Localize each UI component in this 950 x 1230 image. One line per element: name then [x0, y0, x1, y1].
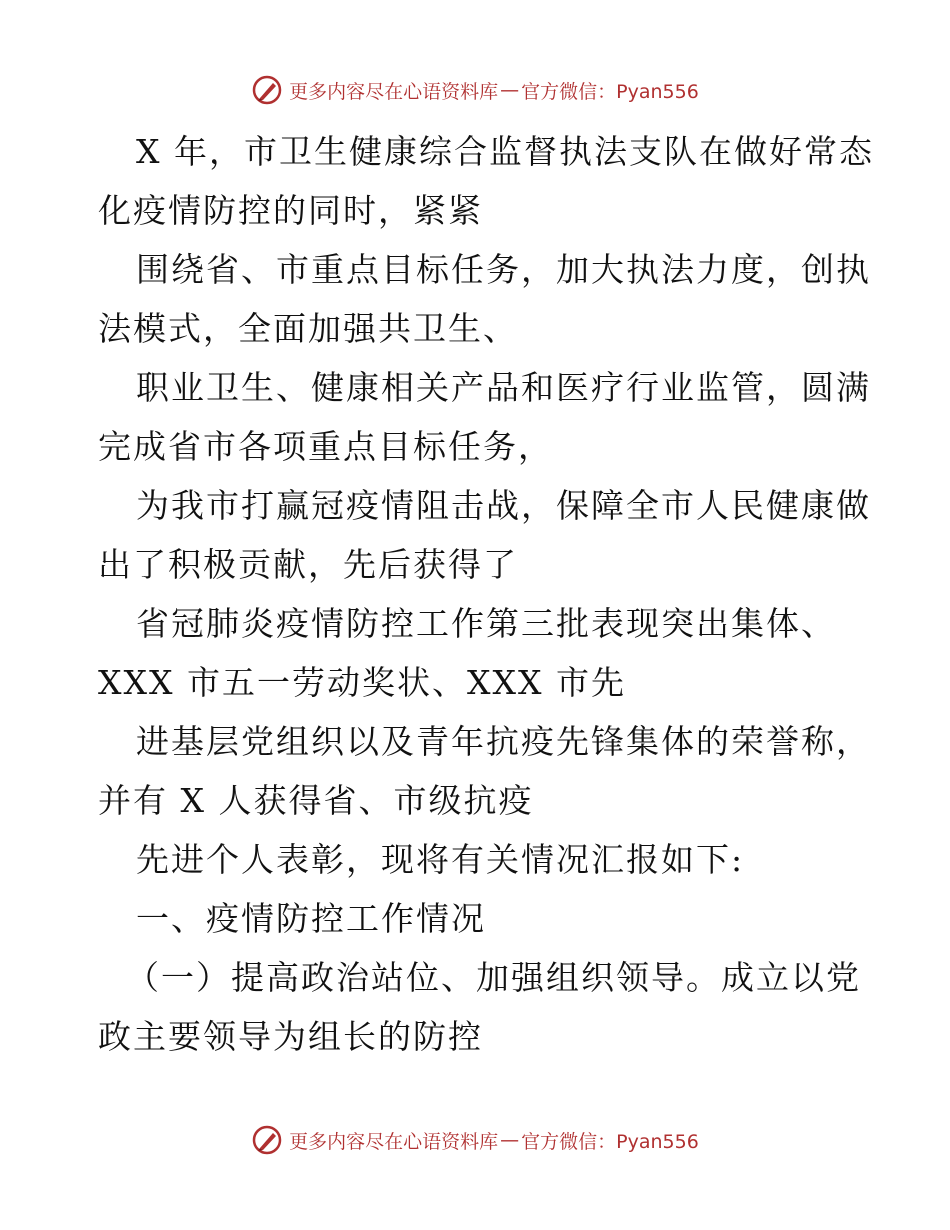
banner-wechat: 官方微信：Pyan556 — [521, 1130, 699, 1153]
banner-dash: — — [500, 1129, 520, 1151]
text-line: 法模式，全面加强共卫生、 — [98, 309, 518, 348]
text-line: 为我市打赢冠疫情阻击战，保障全市人民健康做 — [136, 486, 871, 525]
text-line: 围绕省、市重点目标任务，加大执法力度，创执 — [136, 250, 871, 289]
text-line: 职业卫生、健康相关产品和医疗行业监管，圆满 — [136, 368, 871, 407]
document-body — [98, 122, 874, 1066]
header-banner — [0, 70, 950, 110]
text-line: 进基层党组织以及青年抗疫先锋集体的荣誉称， — [136, 722, 871, 761]
pen-logo-icon — [251, 1124, 283, 1156]
banner-text: 更多内容尽在心语资料库 — [289, 1130, 499, 1153]
text-line: 完成省市各项重点目标任务， — [98, 427, 553, 466]
text-line: （一）提高政治站位、加强组织领导。成立以党 — [126, 958, 861, 997]
banner-text: 更多内容尽在心语资料库 — [289, 80, 499, 103]
text-line: 省冠肺炎疫情防控工作第三批表现突出集体、 — [136, 604, 836, 643]
text-line: 先进个人表彰，现将有关情况汇报如下: — [136, 840, 745, 879]
text-line: XXX 市五一劳动奖状、XXX 市先 — [98, 663, 626, 702]
banner-wechat: 官方微信：Pyan556 — [521, 80, 699, 103]
text-line: 并有 X 人获得省、市级抗疫 — [98, 781, 534, 820]
footer-banner — [0, 1120, 950, 1160]
text-line: X 年，市卫生健康综合监督执法支队在做好常态 — [136, 132, 874, 171]
banner-dash: — — [500, 79, 520, 101]
pen-logo-icon — [251, 74, 283, 106]
text-line: 化疫情防控的同时，紧紧 — [98, 191, 483, 230]
section-heading: 一、疫情防控工作情况 — [136, 899, 486, 938]
text-line: 政主要领导为组长的防控 — [98, 1017, 483, 1056]
text-line: 出了积极贡献，先后获得了 — [98, 545, 518, 584]
